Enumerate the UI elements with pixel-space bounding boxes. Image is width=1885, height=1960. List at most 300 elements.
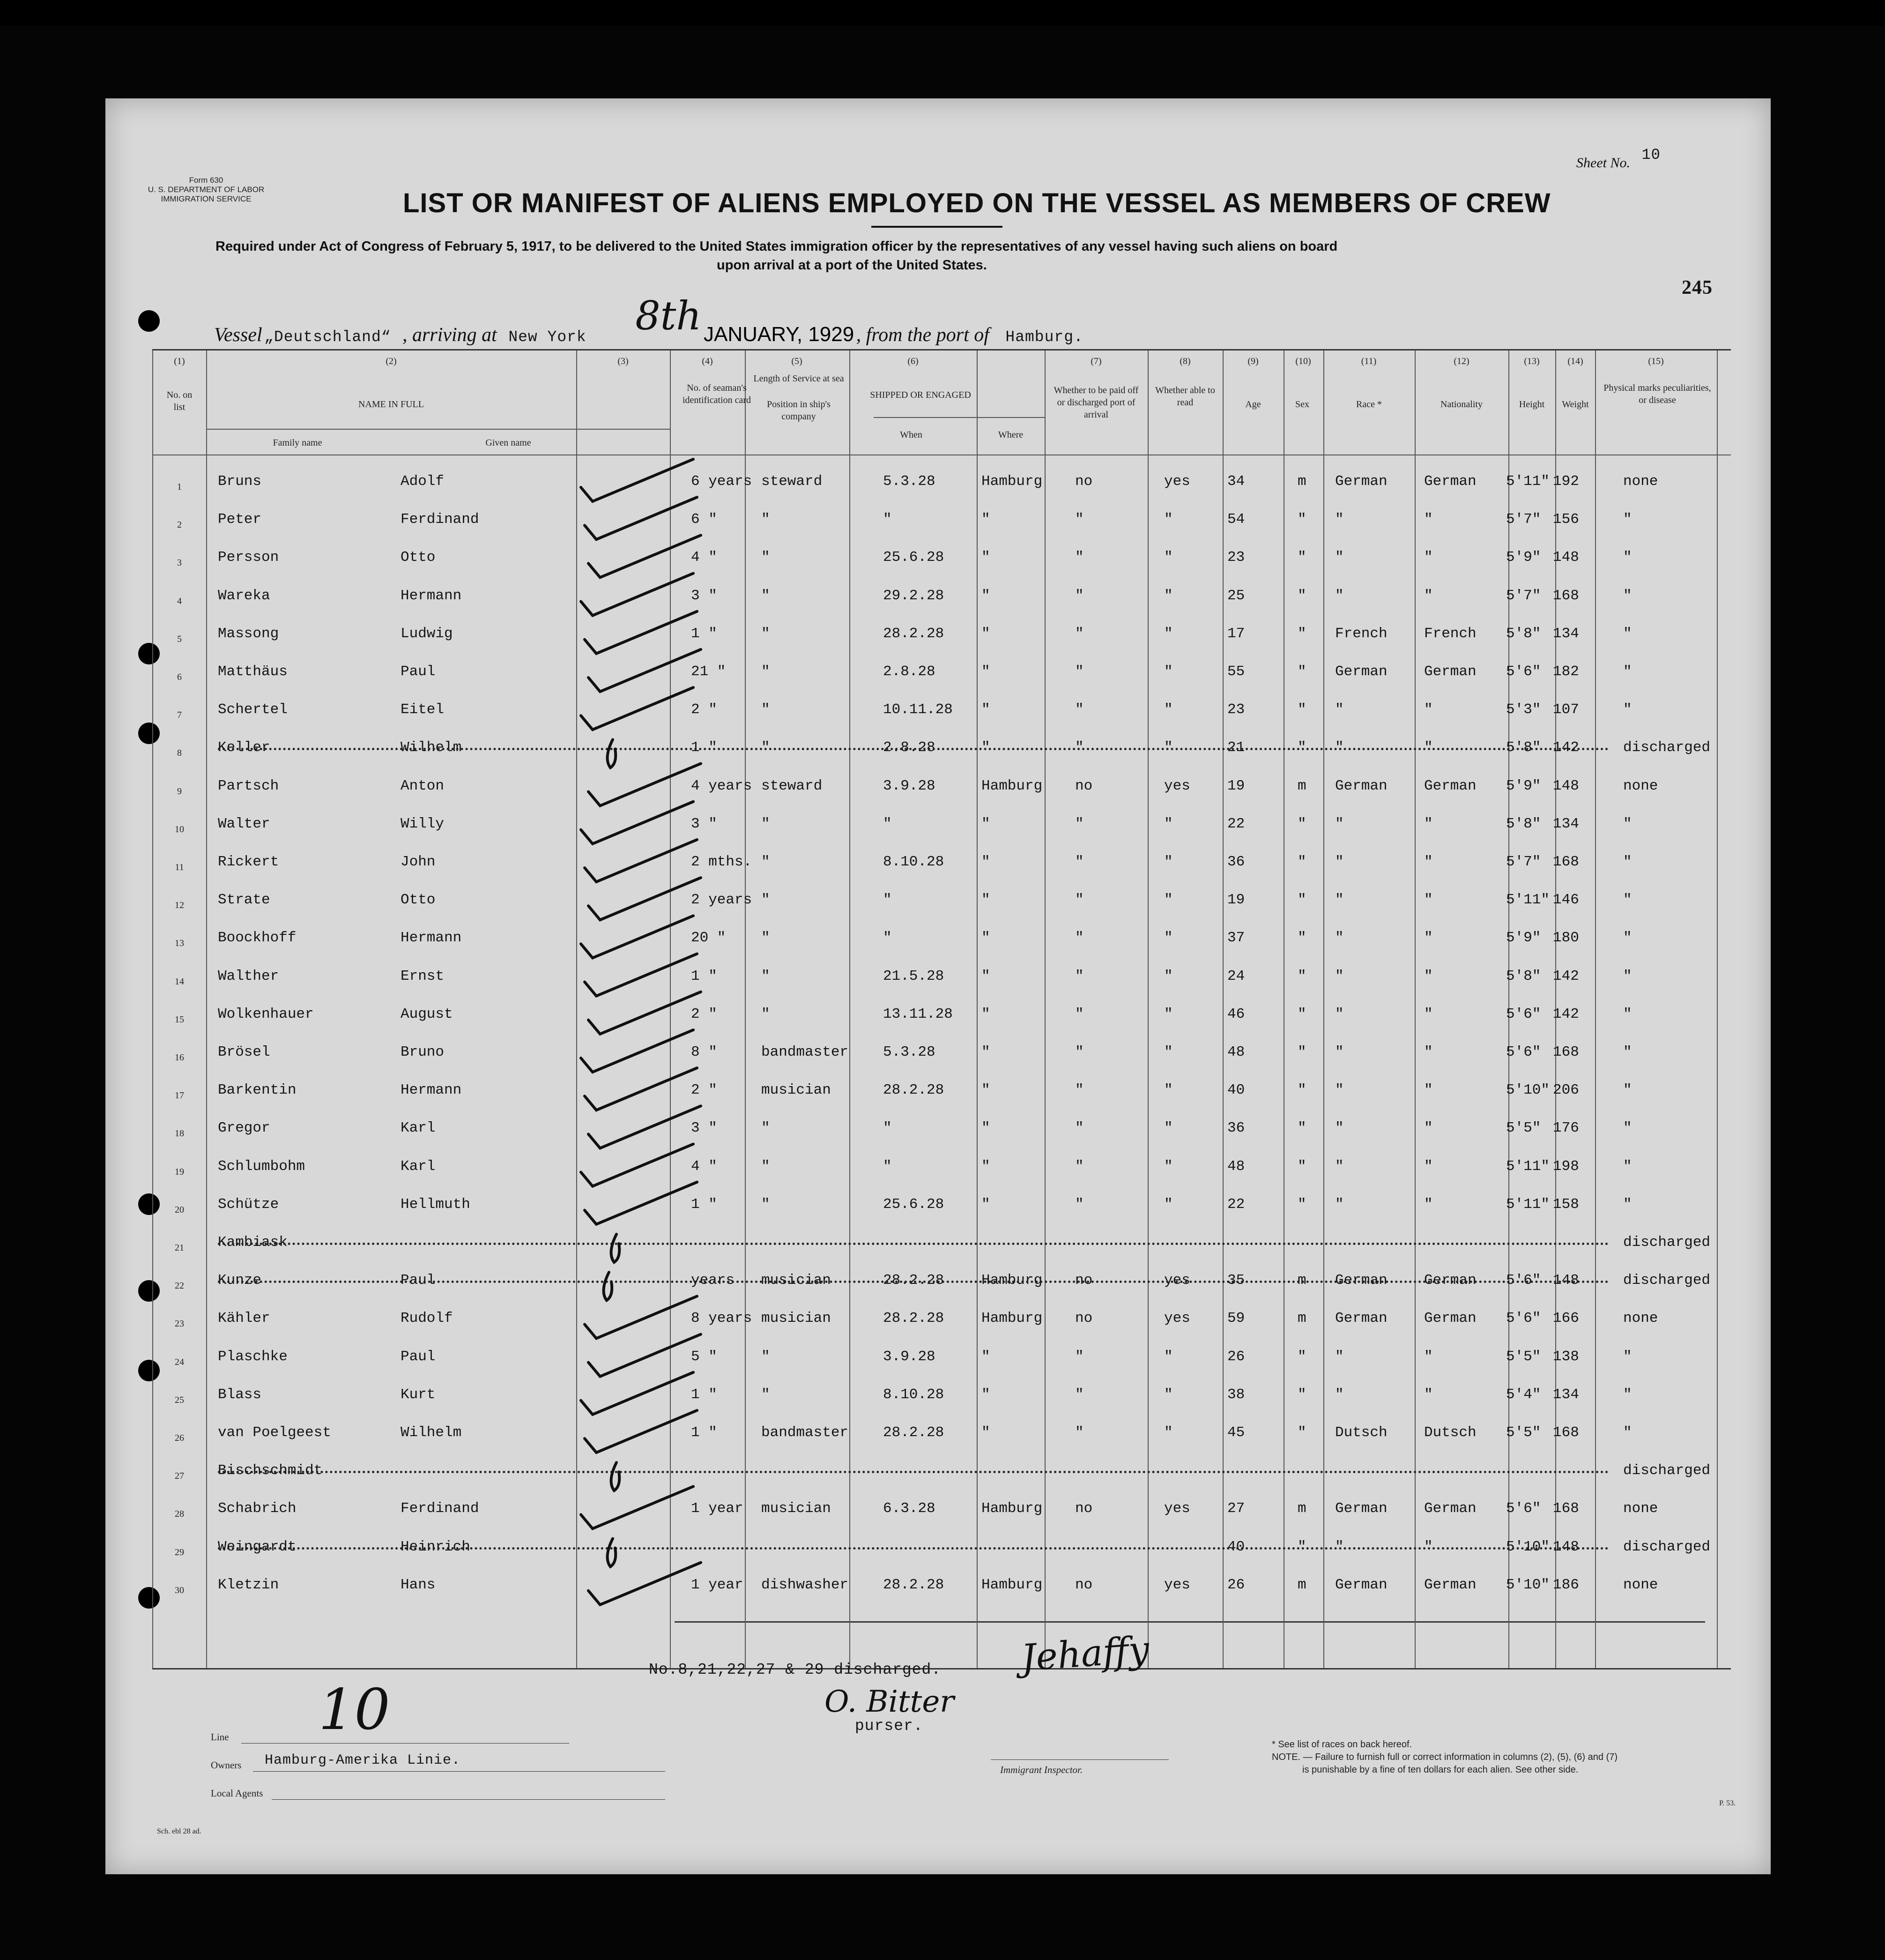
race: " xyxy=(1335,511,1344,528)
able-to-read: " xyxy=(1164,1082,1173,1099)
row-number: 25 xyxy=(175,1394,184,1405)
purser-signature: O. Bitter xyxy=(824,1684,954,1719)
paid-off: no xyxy=(1075,777,1093,794)
row-number: 23 xyxy=(175,1319,184,1329)
height: 5'9" xyxy=(1506,777,1541,794)
physical-marks: " xyxy=(1623,1386,1632,1403)
given-name: Wilhelm xyxy=(401,1424,462,1441)
weight: 148 xyxy=(1553,549,1579,566)
given-name: Ferdinand xyxy=(401,511,479,528)
column-number: (4) xyxy=(702,356,713,366)
column-number: (13) xyxy=(1524,356,1540,366)
row-number: 11 xyxy=(175,862,184,872)
race: " xyxy=(1335,1348,1344,1365)
sheet-number: 10 xyxy=(1641,146,1661,164)
row-number: 6 xyxy=(177,672,182,682)
nationality: " xyxy=(1424,930,1433,946)
inspector-rule xyxy=(991,1759,1169,1760)
sex: " xyxy=(1298,511,1306,528)
family-name: Walter xyxy=(218,815,270,832)
family-name: Kambiask xyxy=(218,1234,288,1251)
paid-off: " xyxy=(1075,1386,1084,1403)
able-to-read: " xyxy=(1164,1158,1173,1175)
shipped-when: " xyxy=(883,1158,892,1175)
physical-marks: " xyxy=(1623,1120,1632,1137)
header-physical-marks: Physical marks peculiarities, or disease xyxy=(1603,383,1711,405)
position: steward xyxy=(761,473,823,490)
sheet-label: Sheet No. xyxy=(1576,155,1630,171)
given-name: August xyxy=(401,1006,453,1022)
checkmark xyxy=(585,954,697,996)
length-of-service: 8 years xyxy=(691,1310,752,1327)
length-of-service: 2 " xyxy=(691,701,717,718)
length-of-service: 3 " xyxy=(691,815,717,832)
race: " xyxy=(1335,701,1344,718)
shipped-when: 28.2.28 xyxy=(883,1424,944,1441)
vessel-name: „Deutschland“ xyxy=(264,328,391,346)
length-of-service: 8 " xyxy=(691,1044,717,1060)
family-name: Rickert xyxy=(218,854,279,870)
race: " xyxy=(1335,1538,1344,1555)
nationality: " xyxy=(1424,511,1433,528)
discharged-note: No.8,21,22,27 & 29 discharged. xyxy=(649,1661,942,1678)
column-number: (12) xyxy=(1454,356,1469,366)
height: 5'8" xyxy=(1506,968,1541,984)
length-of-service: 1 " xyxy=(691,625,717,642)
able-to-read: " xyxy=(1164,930,1173,946)
row-number: 2 xyxy=(177,520,182,530)
given-name: Ernst xyxy=(401,968,445,984)
shipped-where: Hamburg xyxy=(981,1310,1043,1327)
checkmark xyxy=(604,1272,612,1300)
race: French xyxy=(1335,625,1388,642)
nationality: " xyxy=(1424,1386,1433,1403)
row-number: 4 xyxy=(177,596,182,606)
checkmark xyxy=(581,1486,693,1528)
header-where: Where xyxy=(998,430,1024,440)
age: 23 xyxy=(1227,701,1245,718)
paid-off: " xyxy=(1075,1120,1084,1137)
height: 5'7" xyxy=(1506,511,1541,528)
physical-marks: discharged xyxy=(1623,1538,1711,1555)
height: 5'6" xyxy=(1506,1310,1541,1327)
shipped-when: 28.2.28 xyxy=(883,625,944,642)
age: 48 xyxy=(1227,1044,1245,1060)
position: " xyxy=(761,701,770,718)
row-number: 22 xyxy=(175,1281,184,1291)
age: 24 xyxy=(1227,968,1245,984)
row-number: 21 xyxy=(175,1243,184,1253)
inspector-signature: Jehaffy xyxy=(1020,1628,1151,1680)
height: 5'10" xyxy=(1506,1538,1550,1555)
physical-marks: " xyxy=(1623,1082,1632,1099)
header-when: When xyxy=(900,430,922,440)
race: German xyxy=(1335,777,1388,794)
height: 5'6" xyxy=(1506,1272,1541,1289)
shipped-where: " xyxy=(981,1158,990,1175)
row-number: 28 xyxy=(175,1509,184,1520)
nationality: German xyxy=(1424,1576,1477,1593)
physical-marks: " xyxy=(1623,1424,1632,1441)
shipped-where: " xyxy=(981,815,990,832)
given-name: Heinrich xyxy=(401,1538,470,1555)
header-race: Race * xyxy=(1356,399,1382,410)
shipped-when: 6.3.28 xyxy=(883,1500,935,1517)
paid-off: " xyxy=(1075,968,1084,984)
given-name: Rudolf xyxy=(401,1310,453,1327)
local-agents-label: Local Agents xyxy=(211,1788,263,1799)
nationality: " xyxy=(1424,1538,1433,1555)
shipped-when: 3.9.28 xyxy=(883,777,935,794)
position: " xyxy=(761,930,770,946)
race: " xyxy=(1335,854,1344,870)
paid-off: " xyxy=(1075,815,1084,832)
family-name: Persson xyxy=(218,549,279,566)
row-number: 9 xyxy=(177,786,182,797)
length-of-service: 2 " xyxy=(691,1082,717,1099)
checkmark xyxy=(585,840,697,882)
position: " xyxy=(761,1006,770,1022)
shipped-when: 28.2.28 xyxy=(883,1576,944,1593)
length-of-service: 5 " xyxy=(691,1348,717,1365)
age: 34 xyxy=(1227,473,1245,490)
family-name: Peter xyxy=(218,511,262,528)
position: dishwasher xyxy=(761,1576,849,1593)
length-of-service: 6 years xyxy=(691,473,752,490)
checkmark xyxy=(581,1372,693,1415)
age: 25 xyxy=(1227,587,1245,604)
sex: " xyxy=(1298,1348,1306,1365)
physical-marks: " xyxy=(1623,701,1632,718)
age: 23 xyxy=(1227,549,1245,566)
family-name: Plaschke xyxy=(218,1348,288,1365)
shipped-where: Hamburg xyxy=(981,777,1043,794)
able-to-read: " xyxy=(1164,892,1173,909)
family-name: Schütze xyxy=(218,1196,279,1213)
height: 5'11" xyxy=(1506,892,1550,909)
family-name: Kunze xyxy=(218,1272,262,1289)
physical-marks: " xyxy=(1623,549,1632,566)
sex: " xyxy=(1298,549,1306,566)
sex: " xyxy=(1298,1158,1306,1175)
sex: " xyxy=(1298,892,1306,909)
family-name: Brösel xyxy=(218,1044,270,1060)
length-of-service: 21 " xyxy=(691,663,726,680)
top-border-strip xyxy=(0,0,1885,26)
length-of-service: 2 " xyxy=(691,1006,717,1022)
shipped-where: Hamburg xyxy=(981,1576,1043,1593)
length-of-service: 1 " xyxy=(691,1424,717,1441)
header-id-card: No. of seaman's identification card xyxy=(682,383,751,405)
weight: 168 xyxy=(1553,1500,1579,1517)
physical-marks: " xyxy=(1623,663,1632,680)
column-number: (10) xyxy=(1295,356,1311,366)
able-to-read: " xyxy=(1164,968,1173,984)
line-label: Line xyxy=(211,1731,229,1743)
given-name: Ludwig xyxy=(401,625,453,642)
age: 35 xyxy=(1227,1272,1245,1289)
handwritten-count: 10 xyxy=(319,1677,390,1743)
shipped-when: 8.10.28 xyxy=(883,1386,944,1403)
weight: 186 xyxy=(1553,1576,1579,1593)
nationality: Dutsch xyxy=(1424,1424,1477,1441)
checkmark xyxy=(581,459,693,501)
given-name: Otto xyxy=(401,892,436,909)
weight: 166 xyxy=(1553,1310,1579,1327)
family-name: Barkentin xyxy=(218,1082,297,1099)
fine-note-2: is punishable by a fine of ten dollars for each alien. See other side. xyxy=(1302,1765,1579,1775)
able-to-read: yes xyxy=(1164,473,1190,490)
shipped-when: 29.2.28 xyxy=(883,587,944,604)
shipped-when: 10.11.28 xyxy=(883,701,953,718)
able-to-read: yes xyxy=(1164,777,1190,794)
row-number: 14 xyxy=(175,976,184,987)
nationality: " xyxy=(1424,1082,1433,1099)
length-of-service: 1 " xyxy=(691,1386,717,1403)
shipped-when: 28.2.28 xyxy=(883,1272,944,1289)
checkmark xyxy=(581,1144,693,1186)
weight: 148 xyxy=(1553,1272,1579,1289)
age: 21 xyxy=(1227,739,1245,756)
paid-off: no xyxy=(1075,1310,1093,1327)
race: " xyxy=(1335,1082,1344,1099)
nationality: " xyxy=(1424,1044,1433,1060)
height: 5'9" xyxy=(1506,549,1541,566)
family-name: Schabrich xyxy=(218,1500,297,1517)
row-number: 7 xyxy=(177,710,182,721)
checkmark xyxy=(588,1106,701,1148)
checkmark xyxy=(581,802,693,844)
race: " xyxy=(1335,1158,1344,1175)
checkmark xyxy=(611,1234,620,1262)
checkmark xyxy=(585,1410,697,1453)
position: bandmaster xyxy=(761,1044,849,1060)
weight: 176 xyxy=(1553,1120,1579,1137)
age: 46 xyxy=(1227,1006,1245,1022)
height: 5'5" xyxy=(1506,1120,1541,1137)
given-name: Anton xyxy=(401,777,445,794)
shipped-when: 8.10.28 xyxy=(883,854,944,870)
given-name: Wilhelm xyxy=(401,739,462,756)
able-to-read: " xyxy=(1164,815,1173,832)
checkmark xyxy=(581,916,693,958)
row-number: 30 xyxy=(175,1585,184,1595)
row-number: 29 xyxy=(175,1547,184,1558)
inspection-checkmarks xyxy=(105,98,1771,1874)
sex: " xyxy=(1298,1538,1306,1555)
weight: 156 xyxy=(1553,511,1579,528)
able-to-read: " xyxy=(1164,663,1173,680)
column-number: (14) xyxy=(1567,356,1583,366)
shipped-when: 28.2.28 xyxy=(883,1082,944,1099)
checkmark xyxy=(581,574,693,616)
checkmark xyxy=(611,1462,620,1490)
given-name: Hans xyxy=(401,1576,436,1593)
paid-off: " xyxy=(1075,1006,1084,1022)
paid-off: " xyxy=(1075,625,1084,642)
able-to-read: " xyxy=(1164,1196,1173,1213)
length-of-service: 3 " xyxy=(691,587,717,604)
paid-off: " xyxy=(1075,854,1084,870)
sex: " xyxy=(1298,968,1306,984)
arriving-label: , arriving at xyxy=(402,324,497,346)
height: 5'6" xyxy=(1506,1006,1541,1022)
position: " xyxy=(761,739,770,756)
shipped-where: " xyxy=(981,892,990,909)
height: 5'10" xyxy=(1506,1576,1550,1593)
able-to-read: yes xyxy=(1164,1310,1190,1327)
given-name: Hellmuth xyxy=(401,1196,470,1213)
paid-off: " xyxy=(1075,1082,1084,1099)
age: 26 xyxy=(1227,1576,1245,1593)
given-name: Hermann xyxy=(401,587,462,604)
shipped-where: " xyxy=(981,968,990,984)
header-sex: Sex xyxy=(1295,399,1309,410)
weight: 134 xyxy=(1553,625,1579,642)
physical-marks: " xyxy=(1623,1348,1632,1365)
position: " xyxy=(761,511,770,528)
age: 54 xyxy=(1227,511,1245,528)
paid-off: " xyxy=(1075,549,1084,566)
column-number: (8) xyxy=(1180,356,1191,366)
position: " xyxy=(761,892,770,909)
race: " xyxy=(1335,1196,1344,1213)
shipped-where: " xyxy=(981,930,990,946)
nationality: " xyxy=(1424,739,1433,756)
sex: m xyxy=(1298,1500,1306,1517)
age: 26 xyxy=(1227,1348,1245,1365)
weight: 182 xyxy=(1553,663,1579,680)
weight: 168 xyxy=(1553,1424,1579,1441)
column-number: (11) xyxy=(1361,356,1377,366)
race: German xyxy=(1335,663,1388,680)
nationality: " xyxy=(1424,1158,1433,1175)
sex: " xyxy=(1298,1424,1306,1441)
row-number: 12 xyxy=(175,900,184,911)
weight: 134 xyxy=(1553,815,1579,832)
sex: " xyxy=(1298,587,1306,604)
family-name: Walther xyxy=(218,968,279,984)
paid-off: " xyxy=(1075,587,1084,604)
column-number: (2) xyxy=(386,356,397,366)
given-name: Ferdinand xyxy=(401,1500,479,1517)
header-weight: Weight xyxy=(1562,399,1589,410)
height: 5'10" xyxy=(1506,1082,1550,1099)
position: bandmaster xyxy=(761,1424,849,1441)
checkmark xyxy=(585,497,697,539)
weight: 168 xyxy=(1553,587,1579,604)
physical-marks: " xyxy=(1623,1196,1632,1213)
paid-off: " xyxy=(1075,701,1084,718)
row-number: 18 xyxy=(175,1128,184,1139)
given-name: John xyxy=(401,854,436,870)
nationality: " xyxy=(1424,815,1433,832)
sex: m xyxy=(1298,473,1306,490)
sex: " xyxy=(1298,930,1306,946)
race: German xyxy=(1335,1500,1388,1517)
races-note: * See list of races on back hereof. xyxy=(1272,1739,1412,1750)
family-name: Schlumbohm xyxy=(218,1158,305,1175)
height: 5'5" xyxy=(1506,1424,1541,1441)
physical-marks: " xyxy=(1623,930,1632,946)
owners-label: Owners xyxy=(211,1759,242,1771)
sex: " xyxy=(1298,1006,1306,1022)
from-label: , from the port of xyxy=(856,324,989,346)
nationality: German xyxy=(1424,777,1477,794)
checkmark xyxy=(585,1296,697,1338)
shipped-where: " xyxy=(981,739,990,756)
length-of-service: 4 " xyxy=(691,1158,717,1175)
position: musician xyxy=(761,1272,831,1289)
able-to-read: " xyxy=(1164,587,1173,604)
owners-underline xyxy=(253,1771,665,1772)
shipped-when: " xyxy=(883,892,892,909)
length-of-service: 1 " xyxy=(691,968,717,984)
shipped-where: " xyxy=(981,1424,990,1441)
family-name: Bischschmidt xyxy=(218,1462,323,1479)
row-number: 27 xyxy=(175,1471,184,1482)
length-of-service: 3 " xyxy=(691,1120,717,1137)
paid-off: no xyxy=(1075,1500,1093,1517)
race: " xyxy=(1335,1120,1344,1137)
position: musician xyxy=(761,1310,831,1327)
service: IMMIGRATION SERVICE xyxy=(161,194,252,203)
age: 36 xyxy=(1227,1120,1245,1137)
header-nationality: Nationality xyxy=(1440,399,1483,410)
shipped-where: " xyxy=(981,701,990,718)
weight: 192 xyxy=(1553,473,1579,490)
shipped-when: " xyxy=(883,511,892,528)
weight: 180 xyxy=(1553,930,1579,946)
family-name: Partsch xyxy=(218,777,279,794)
nationality: German xyxy=(1424,473,1477,490)
row-number: 15 xyxy=(175,1014,184,1025)
physical-marks: none xyxy=(1623,473,1658,490)
form-title: LIST OR MANIFEST OF ALIENS EMPLOYED ON THE VESSEL AS MEMBERS OF CREW xyxy=(403,188,1551,218)
length-of-service: 1 year xyxy=(691,1500,743,1517)
able-to-read: " xyxy=(1164,1006,1173,1022)
header-length-service: Length of Service at sea xyxy=(753,373,844,384)
shipped-where: " xyxy=(981,625,990,642)
physical-marks: " xyxy=(1623,892,1632,909)
race: " xyxy=(1335,587,1344,604)
shipped-where: Hamburg xyxy=(981,1500,1043,1517)
column-number: (6) xyxy=(907,356,919,366)
race: German xyxy=(1335,1310,1388,1327)
given-name: Paul xyxy=(401,663,436,680)
weight: 148 xyxy=(1553,1538,1579,1555)
shipped-when: " xyxy=(883,930,892,946)
shipped-when: 2.8.28 xyxy=(883,739,935,756)
shipped-where: " xyxy=(981,1044,990,1060)
height: 5'7" xyxy=(1506,854,1541,870)
able-to-read: " xyxy=(1164,511,1173,528)
paid-off: " xyxy=(1075,930,1084,946)
height: 5'3" xyxy=(1506,701,1541,718)
column-number: (5) xyxy=(791,356,802,366)
family-name: Boockhoff xyxy=(218,930,297,946)
shipped-when: 21.5.28 xyxy=(883,968,944,984)
sex: " xyxy=(1298,815,1306,832)
sex: " xyxy=(1298,1196,1306,1213)
row-number: 3 xyxy=(177,558,182,568)
header-age: Age xyxy=(1245,399,1261,410)
shipped-when: 13.11.28 xyxy=(883,1006,953,1022)
fine-note: NOTE. — Failure to furnish full or correct information in columns (2), (5), (6) and (7) xyxy=(1272,1752,1618,1762)
paid-off: " xyxy=(1075,892,1084,909)
shipped-where: " xyxy=(981,854,990,870)
shipped-where: " xyxy=(981,1120,990,1137)
